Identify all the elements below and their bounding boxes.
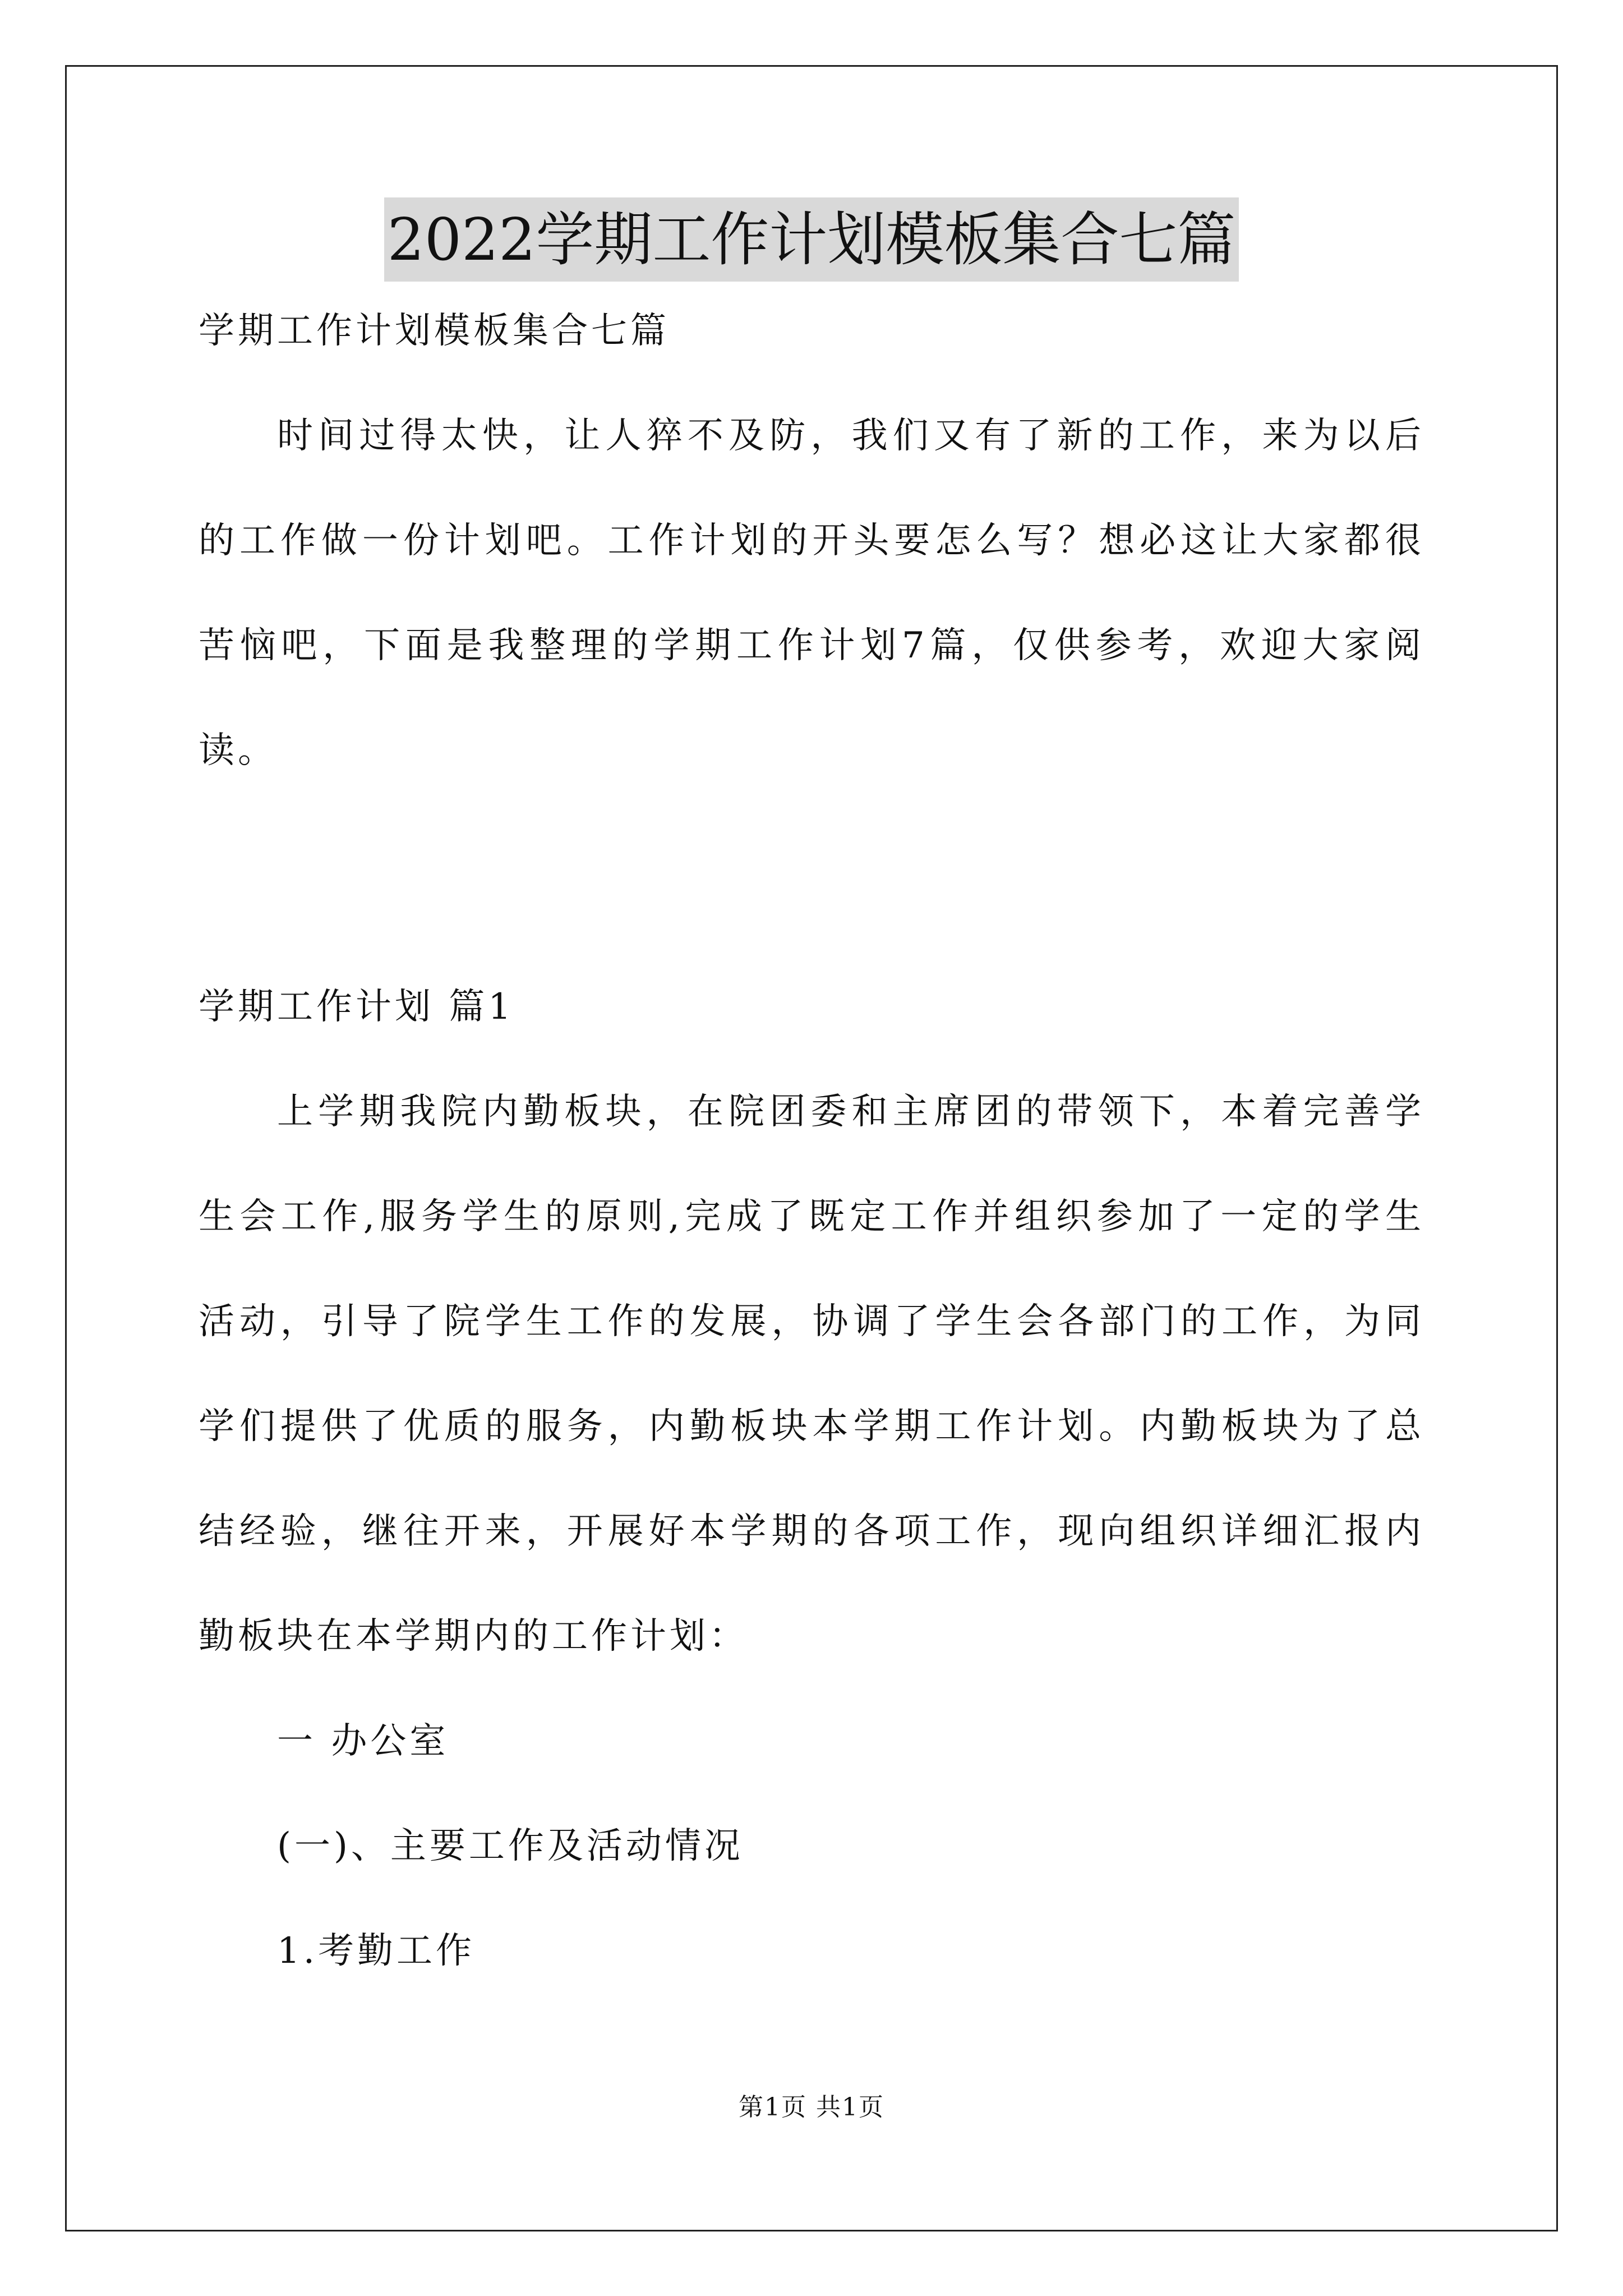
intro-line: 苦恼吧，下面是我整理的学期工作计划7篇，仅供参考，欢迎大家阅 <box>199 625 1424 666</box>
page-border <box>65 65 1558 2231</box>
intro-line: 读。 <box>199 730 277 771</box>
section-line: 上学期我院内勤板块，在院团委和主席团的带领下，本着完善学 <box>277 1091 1424 1133</box>
section-line: 生会工作,服务学生的原则,完成了既定工作并组织参加了一定的学生 <box>199 1196 1424 1237</box>
list-item: 1.考勤工作 <box>277 1930 476 1972</box>
section-line: 结经验，继往开来，开展好本学期的各项工作，现向组织详细汇报内 <box>199 1511 1424 1552</box>
subtitle: 学期工作计划模板集合七篇 <box>199 310 670 352</box>
title-container <box>0 197 1623 282</box>
section-line: 活动，引导了院学生工作的发展，协调了学生会各部门的工作，为同 <box>199 1301 1424 1342</box>
document-title: 2022学期工作计划模板集合七篇 <box>384 197 1239 282</box>
page-footer: 第1页 共1页 <box>739 2093 884 2122</box>
list-item: 一 办公室 <box>277 1720 449 1762</box>
intro-line: 的工作做一份计划吧。工作计划的开头要怎么写？想必这让大家都很 <box>199 520 1424 562</box>
list-item: (一)、主要工作及活动情况 <box>277 1825 744 1867</box>
section-heading: 学期工作计划 篇1 <box>199 986 515 1028</box>
section-line: 学们提供了优质的服务，内勤板块本学期工作计划。内勤板块为了总 <box>199 1406 1424 1447</box>
intro-line: 时间过得太快，让人猝不及防，我们又有了新的工作，来为以后 <box>277 415 1424 457</box>
section-line: 勤板块在本学期内的工作计划： <box>199 1616 748 1657</box>
